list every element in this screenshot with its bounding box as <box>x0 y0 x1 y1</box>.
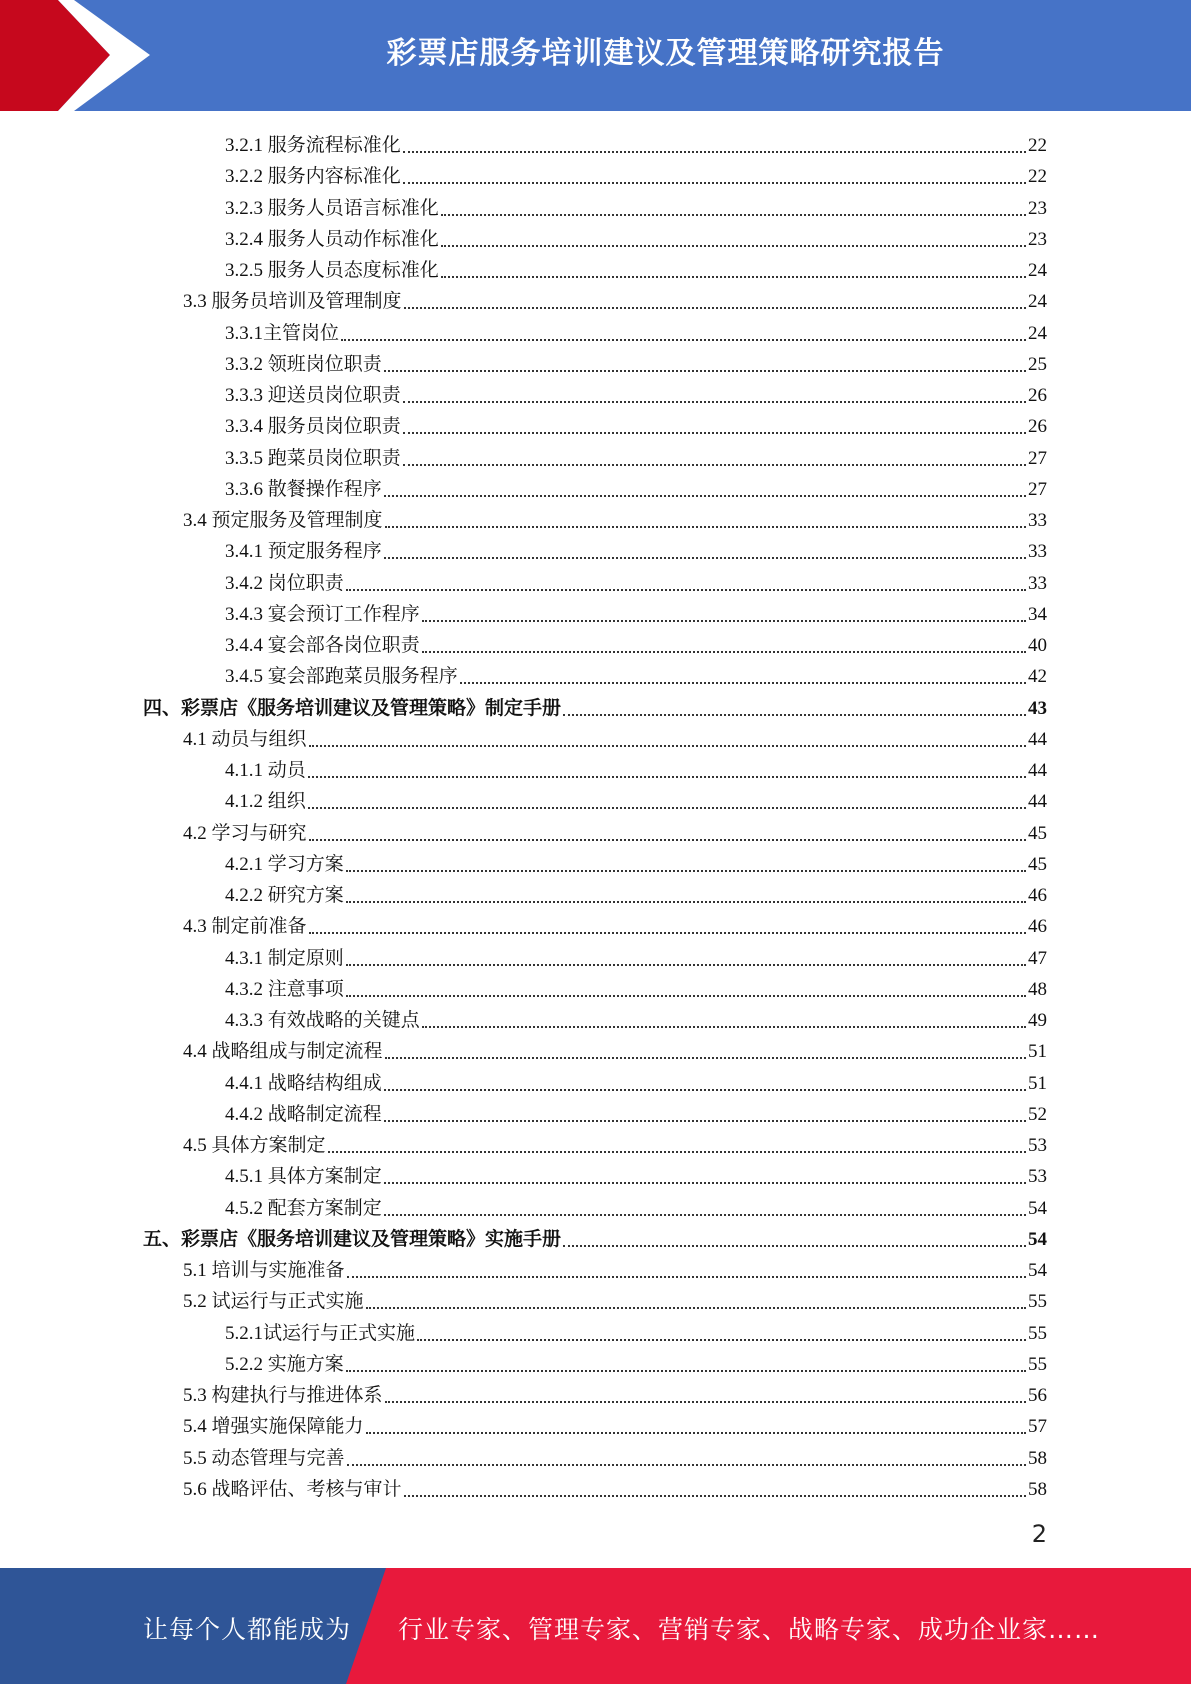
page-header <box>0 0 1191 111</box>
toc-entry-number: 五、 <box>143 1229 182 1250</box>
toc-entry-number: 3.4.3 <box>225 604 263 625</box>
toc-entry-title: 配套方案制定 <box>267 1198 382 1219</box>
toc-dot-leader <box>308 806 1026 809</box>
toc-entry-number: 4.3 <box>183 916 207 937</box>
toc-entry[interactable] <box>183 1283 1047 1314</box>
toc-entry-page: 27 <box>1028 448 1047 469</box>
toc-entry-page: 55 <box>1028 1291 1047 1312</box>
toc-entry[interactable] <box>225 752 1047 783</box>
toc-entry-page: 54 <box>1028 1198 1047 1219</box>
toc-entry-page: 24 <box>1028 291 1047 312</box>
toc-entry-title: 领班岗位职责 <box>267 354 382 375</box>
toc-dot-leader <box>341 338 1026 341</box>
toc-entry-page: 48 <box>1028 979 1047 1000</box>
toc-entry-page: 27 <box>1028 479 1047 500</box>
toc-entry[interactable] <box>183 908 1047 939</box>
toc-entry[interactable] <box>183 1127 1047 1158</box>
toc-entry-page: 49 <box>1028 1010 1047 1031</box>
toc-entry[interactable] <box>183 283 1047 314</box>
toc-entry-title: 宴会部跑菜员服务程序 <box>267 666 458 687</box>
toc-entry-title: 跑菜员岗位职责 <box>267 448 401 469</box>
toc-entry-title: 增强实施保障能力 <box>211 1416 364 1437</box>
toc-entry-number: 4.4.2 <box>225 1104 263 1125</box>
toc-entry-page: 25 <box>1028 354 1047 375</box>
toc-entry-number: 3.4.1 <box>225 541 263 562</box>
toc-entry-number: 4.3.2 <box>225 979 263 1000</box>
toc-entry-page: 51 <box>1028 1073 1047 1094</box>
toc-entry-title: 制定前准备 <box>211 916 307 937</box>
toc-dot-leader <box>309 931 1026 934</box>
toc-entry-title: 战略评估、考核与审计 <box>211 1479 402 1500</box>
toc-dot-leader <box>346 963 1026 966</box>
toc-entry-title: 战略结构组成 <box>267 1073 382 1094</box>
toc-entry-title: 预定服务程序 <box>267 541 382 562</box>
toc-dot-leader <box>417 1338 1026 1341</box>
toc-entry-number: 4.3.1 <box>225 948 263 969</box>
toc-entry-page: 44 <box>1028 729 1047 750</box>
toc-entry-title: 服务员岗位职责 <box>267 416 401 437</box>
toc-entry-title: 制定原则 <box>267 948 344 969</box>
toc-dot-leader <box>384 494 1026 497</box>
toc-dot-leader <box>403 400 1026 403</box>
toc-entry-page: 54 <box>1028 1229 1047 1250</box>
toc-dot-leader <box>346 994 1026 997</box>
toc-dot-leader <box>563 1244 1026 1247</box>
toc-entry[interactable] <box>183 721 1047 752</box>
toc-entry-page: 22 <box>1028 135 1047 156</box>
toc-entry-title: 战略制定流程 <box>267 1104 382 1125</box>
toc-entry[interactable] <box>225 627 1047 658</box>
toc-entry[interactable] <box>225 658 1047 689</box>
toc-entry-page: 46 <box>1028 916 1047 937</box>
toc-dot-leader <box>385 525 1026 528</box>
toc-entry[interactable] <box>225 1096 1047 1127</box>
toc-entry-number: 5.3 <box>183 1385 207 1406</box>
toc-entry-number: 5.6 <box>183 1479 207 1500</box>
toc-dot-leader <box>384 1213 1026 1216</box>
toc-entry[interactable] <box>225 1065 1047 1096</box>
toc-dot-leader <box>384 1181 1026 1184</box>
toc-entry[interactable] <box>225 940 1047 971</box>
toc-dot-leader <box>346 588 1026 591</box>
toc-entry[interactable] <box>183 1033 1047 1064</box>
toc-entry[interactable] <box>143 1221 1047 1252</box>
toc-entry-title: 学习方案 <box>267 854 344 875</box>
toc-dot-leader <box>347 1275 1026 1278</box>
toc-entry-page: 24 <box>1028 323 1047 344</box>
toc-entry-title: 宴会部各岗位职责 <box>267 635 420 656</box>
toc-entry[interactable] <box>225 471 1047 502</box>
toc-entry-title: 培训与实施准备 <box>211 1260 345 1281</box>
toc-dot-leader <box>384 369 1026 372</box>
toc-entry[interactable] <box>183 1408 1047 1439</box>
toc-entry[interactable] <box>183 502 1047 533</box>
toc-entry-title: 主管岗位 <box>263 323 340 344</box>
toc-entry[interactable] <box>183 1471 1047 1502</box>
toc-entry[interactable] <box>183 1440 1047 1471</box>
toc-entry-title: 战略组成与制定流程 <box>211 1041 383 1062</box>
toc-entry-title: 试运行与正式实施 <box>211 1291 364 1312</box>
toc-entry[interactable] <box>225 440 1047 471</box>
toc-entry-number: 5.1 <box>183 1260 207 1281</box>
toc-entry-number: 3.3 <box>183 291 207 312</box>
toc-dot-leader <box>384 556 1026 559</box>
toc-entry-title: 宴会预订工作程序 <box>267 604 420 625</box>
toc-entry-number: 3.3.2 <box>225 354 263 375</box>
toc-dot-leader <box>366 1431 1026 1434</box>
toc-entry-number: 5.2.1 <box>225 1323 263 1344</box>
toc-entry[interactable] <box>225 1002 1047 1033</box>
toc-dot-leader <box>403 463 1026 466</box>
toc-entry-number: 4.5.2 <box>225 1198 263 1219</box>
toc-entry[interactable] <box>225 346 1047 377</box>
page-number: 2 <box>1031 1520 1047 1548</box>
toc-dot-leader <box>403 181 1026 184</box>
toc-dot-leader <box>460 681 1026 684</box>
toc-dot-leader <box>385 1056 1026 1059</box>
toc-dot-leader <box>347 1463 1026 1466</box>
toc-entry-number: 5.5 <box>183 1448 207 1469</box>
toc-entry-title: 实施方案 <box>267 1354 344 1375</box>
toc-entry-number: 3.2.4 <box>225 229 263 250</box>
toc-entry-number: 4.4.1 <box>225 1073 263 1094</box>
toc-dot-leader <box>403 150 1026 153</box>
toc-entry[interactable] <box>225 533 1047 564</box>
toc-dot-leader <box>404 306 1026 309</box>
toc-entry-title: 具体方案制定 <box>211 1135 326 1156</box>
toc-entry-number: 3.3.6 <box>225 479 263 500</box>
toc-entry-page: 58 <box>1028 1479 1047 1500</box>
toc-entry-title: 组织 <box>267 791 306 812</box>
toc-dot-leader <box>422 619 1026 622</box>
toc-entry-page: 24 <box>1028 260 1047 281</box>
toc-entry[interactable] <box>143 690 1047 721</box>
toc-entry-page: 51 <box>1028 1041 1047 1062</box>
toc-dot-leader <box>308 775 1026 778</box>
toc-dot-leader <box>404 1494 1026 1497</box>
toc-dot-leader <box>309 838 1026 841</box>
toc-entry-title: 试运行与正式实施 <box>263 1323 416 1344</box>
toc-entry-page: 33 <box>1028 510 1047 531</box>
toc-entry-page: 34 <box>1028 604 1047 625</box>
toc-entry-page: 44 <box>1028 791 1047 812</box>
toc-entry-number: 4.1.1 <box>225 760 263 781</box>
toc-entry-number: 5.4 <box>183 1416 207 1437</box>
toc-entry-page: 46 <box>1028 885 1047 906</box>
toc-entry-page: 33 <box>1028 541 1047 562</box>
toc-entry-title: 动态管理与完善 <box>211 1448 345 1469</box>
toc-entry-title: 注意事项 <box>267 979 344 1000</box>
toc-entry-title: 构建执行与推进体系 <box>211 1385 383 1406</box>
toc-entry[interactable] <box>225 377 1047 408</box>
toc-entry-number: 3.4.2 <box>225 573 263 594</box>
document-title: 彩票店服务培训建议及管理策略研究报告 <box>386 36 945 71</box>
toc-entry-page: 53 <box>1028 1135 1047 1156</box>
footer-slogan-left: 让每个人都能成为 <box>143 1615 352 1644</box>
toc-entry-number: 3.2.3 <box>225 198 263 219</box>
toc-entry-number: 5.2.2 <box>225 1354 263 1375</box>
toc-entry-number: 3.3.3 <box>225 385 263 406</box>
toc-entry-title: 彩票店《服务培训建议及管理策略》实施手册 <box>181 1229 562 1250</box>
toc-entry-number: 3.2.5 <box>225 260 263 281</box>
toc-entry-title: 有效战略的关键点 <box>267 1010 420 1031</box>
toc-entry[interactable] <box>225 190 1047 221</box>
toc-entry-number: 3.2.1 <box>225 135 263 156</box>
toc-entry-page: 26 <box>1028 385 1047 406</box>
toc-dot-leader <box>563 713 1026 716</box>
toc-entry[interactable] <box>225 158 1047 189</box>
toc-entry-number: 4.5 <box>183 1135 207 1156</box>
toc-entry-title: 服务人员语言标准化 <box>267 198 439 219</box>
toc-entry[interactable] <box>225 252 1047 283</box>
toc-dot-leader <box>441 275 1026 278</box>
toc-entry[interactable] <box>183 1377 1047 1408</box>
toc-entry-number: 5.2 <box>183 1291 207 1312</box>
toc-entry-title: 学习与研究 <box>211 823 307 844</box>
toc-entry-title: 服务员培训及管理制度 <box>211 291 402 312</box>
toc-entry-title: 服务人员动作标准化 <box>267 229 439 250</box>
toc-dot-leader <box>384 1088 1026 1091</box>
toc-entry-number: 4.1.2 <box>225 791 263 812</box>
toc-entry-page: 40 <box>1028 635 1047 656</box>
toc-entry-number: 3.4.5 <box>225 666 263 687</box>
toc-entry-page: 55 <box>1028 1354 1047 1375</box>
toc-entry-page: 45 <box>1028 854 1047 875</box>
toc-dot-leader <box>309 744 1026 747</box>
toc-entry-title: 研究方案 <box>267 885 344 906</box>
toc-entry-page: 58 <box>1028 1448 1047 1469</box>
toc-dot-leader <box>441 244 1026 247</box>
toc-entry-page: 23 <box>1028 229 1047 250</box>
toc-entry-number: 4.3.3 <box>225 1010 263 1031</box>
toc-entry-number: 4.2.2 <box>225 885 263 906</box>
footer-slogan-right: 行业专家、管理专家、营销专家、战略专家、成功企业家…… <box>398 1615 1101 1644</box>
toc-entry[interactable] <box>225 1190 1047 1221</box>
toc-dot-leader <box>328 1150 1026 1153</box>
toc-entry-page: 43 <box>1028 698 1047 719</box>
toc-dot-leader <box>441 213 1026 216</box>
toc-entry[interactable] <box>225 1158 1047 1189</box>
toc-entry-number: 3.3.5 <box>225 448 263 469</box>
toc-entry-page: 26 <box>1028 416 1047 437</box>
toc-entry-title: 服务内容标准化 <box>267 166 401 187</box>
toc-entry[interactable] <box>225 1346 1047 1377</box>
toc-entry-title: 散餐操作程序 <box>267 479 382 500</box>
toc-entry-number: 4.5.1 <box>225 1166 263 1187</box>
toc-entry-page: 23 <box>1028 198 1047 219</box>
toc-entry[interactable] <box>225 221 1047 252</box>
toc-dot-leader <box>346 869 1026 872</box>
toc-entry-number: 4.2 <box>183 823 207 844</box>
toc-entry-number: 4.1 <box>183 729 207 750</box>
toc-entry-page: 22 <box>1028 166 1047 187</box>
toc-entry-title: 迎送员岗位职责 <box>267 385 401 406</box>
toc-entry-number: 3.4.4 <box>225 635 263 656</box>
toc-entry-page: 56 <box>1028 1385 1047 1406</box>
toc-dot-leader <box>346 1369 1026 1372</box>
toc-entry[interactable] <box>225 877 1047 908</box>
toc-entry-number: 3.2.2 <box>225 166 263 187</box>
toc-entry-page: 55 <box>1028 1323 1047 1344</box>
toc-entry-number: 4.4 <box>183 1041 207 1062</box>
toc-entry-page: 54 <box>1028 1260 1047 1281</box>
header-arrow-decoration <box>0 0 160 111</box>
toc-entry-page: 44 <box>1028 760 1047 781</box>
toc-entry-page: 45 <box>1028 823 1047 844</box>
toc-entry-title: 预定服务及管理制度 <box>211 510 383 531</box>
toc-entry-number: 3.4 <box>183 510 207 531</box>
toc-entry[interactable] <box>225 408 1047 439</box>
toc-entry[interactable] <box>225 596 1047 627</box>
toc-entry-title: 服务流程标准化 <box>267 135 401 156</box>
toc-dot-leader <box>384 1119 1026 1122</box>
toc-entry[interactable] <box>225 565 1047 596</box>
toc-entry[interactable] <box>225 971 1047 1002</box>
toc-entry[interactable] <box>183 815 1047 846</box>
toc-entry-number: 3.3.4 <box>225 416 263 437</box>
toc-entry-title: 具体方案制定 <box>267 1166 382 1187</box>
toc-entry[interactable] <box>183 1252 1047 1283</box>
toc-dot-leader <box>346 900 1026 903</box>
toc-entry-title: 服务人员态度标准化 <box>267 260 439 281</box>
toc-entry-page: 52 <box>1028 1104 1047 1125</box>
toc-entry-title: 动员与组织 <box>211 729 307 750</box>
toc-entry-page: 33 <box>1028 573 1047 594</box>
toc-entry[interactable] <box>225 315 1047 346</box>
page-footer <box>0 1568 1191 1684</box>
toc-entry[interactable] <box>225 783 1047 814</box>
toc-entry-page: 53 <box>1028 1166 1047 1187</box>
toc-dot-leader <box>422 1025 1026 1028</box>
toc-dot-leader <box>403 431 1026 434</box>
toc-entry[interactable] <box>225 846 1047 877</box>
toc-entry-number: 4.2.1 <box>225 854 263 875</box>
toc-entry-title: 彩票店《服务培训建议及管理策略》制定手册 <box>181 698 562 719</box>
toc-entry[interactable] <box>225 1315 1047 1346</box>
toc-dot-leader <box>385 1400 1026 1403</box>
toc-dot-leader <box>366 1306 1026 1309</box>
toc-entry-number: 四、 <box>143 698 182 719</box>
toc-entry-page: 57 <box>1028 1416 1047 1437</box>
toc-entry-title: 动员 <box>267 760 306 781</box>
toc-dot-leader <box>422 650 1026 653</box>
toc-entry-number: 3.3.1 <box>225 323 263 344</box>
toc-entry-page: 42 <box>1028 666 1047 687</box>
toc-entry-page: 47 <box>1028 948 1047 969</box>
toc-entry-title: 岗位职责 <box>267 573 344 594</box>
toc-entry[interactable] <box>225 127 1047 158</box>
